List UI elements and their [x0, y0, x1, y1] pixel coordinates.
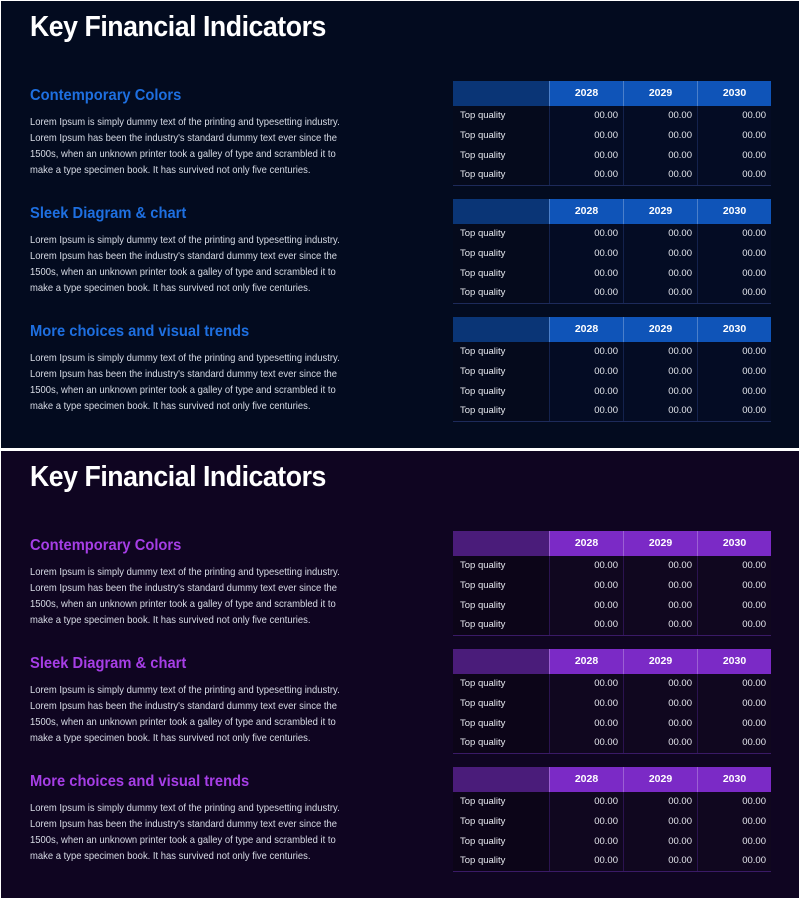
- header-corner: [453, 317, 549, 342]
- section-heading: More choices and visual trends: [30, 773, 250, 790]
- table-row: [453, 401, 771, 421]
- cell-value: 00.00: [549, 714, 623, 734]
- cell-value: 00.00: [549, 126, 623, 146]
- header-corner: [453, 649, 549, 674]
- cell-value: 00.00: [549, 733, 623, 753]
- year-header: 2028: [549, 317, 623, 342]
- year-header: 2029: [623, 199, 697, 224]
- cell-value: 00.00: [549, 342, 623, 362]
- row-label: Top quality: [453, 382, 549, 402]
- cell-value: 00.00: [697, 714, 771, 734]
- year-header: 2030: [697, 199, 771, 224]
- section-heading: Contemporary Colors: [30, 537, 182, 554]
- row-label: Top quality: [453, 812, 549, 832]
- cell-value: 00.00: [697, 146, 771, 166]
- row-label: Top quality: [453, 556, 549, 576]
- header-corner: [453, 81, 549, 106]
- section-body: Lorem Ipsum is simply dummy text of the printing and typesetting industry. Lorem Ipsum has been the industry's standard dummy text ever since the 1500s, when an unknown printer took a galley of type and scrambled it to make a type specimen book. It has survived not only five centuries.: [30, 802, 340, 862]
- row-label: Top quality: [453, 832, 549, 852]
- table-row: [453, 362, 771, 382]
- cell-value: 00.00: [549, 792, 623, 812]
- cell-value: 00.00: [549, 244, 623, 264]
- table-row: [453, 832, 771, 852]
- row-label: Top quality: [453, 733, 549, 753]
- row-label: Top quality: [453, 362, 549, 382]
- table-row: [453, 674, 771, 694]
- table-row: [453, 714, 771, 734]
- row-label: Top quality: [453, 694, 549, 714]
- table-row: [453, 851, 771, 871]
- table-row: [453, 146, 771, 166]
- table-header: [453, 531, 771, 556]
- cell-value: 00.00: [549, 812, 623, 832]
- table-row: [453, 733, 771, 753]
- row-label: Top quality: [453, 283, 549, 303]
- year-header: 2030: [697, 317, 771, 342]
- table-row: [453, 342, 771, 362]
- table-row: [453, 556, 771, 576]
- financial-table: [453, 531, 771, 636]
- row-label: Top quality: [453, 615, 549, 635]
- table-row: [453, 244, 771, 264]
- cell-value: 00.00: [623, 283, 697, 303]
- cell-value: 00.00: [623, 362, 697, 382]
- cell-value: 00.00: [623, 576, 697, 596]
- financial-table: [453, 767, 771, 872]
- year-header: 2028: [549, 767, 623, 792]
- cell-value: 00.00: [697, 401, 771, 421]
- row-label: Top quality: [453, 264, 549, 284]
- row-label: Top quality: [453, 146, 549, 166]
- year-header: 2028: [549, 81, 623, 106]
- cell-value: 00.00: [623, 615, 697, 635]
- cell-value: 00.00: [623, 224, 697, 244]
- section-sleek-diagram: [30, 204, 360, 296]
- cell-value: 00.00: [623, 812, 697, 832]
- cell-value: 00.00: [549, 832, 623, 852]
- cell-value: 00.00: [549, 146, 623, 166]
- cell-value: 00.00: [697, 576, 771, 596]
- table-row: [453, 382, 771, 402]
- financial-table: [453, 81, 771, 186]
- section-body: Lorem Ipsum is simply dummy text of the printing and typesetting industry. Lorem Ipsum has been the industry's standard dummy text ever since the 1500s, when an unknown printer took a galley of type and scrambled it to make a type specimen book. It has survived not only five centuries.: [30, 352, 340, 412]
- cell-value: 00.00: [623, 832, 697, 852]
- row-label: Top quality: [453, 244, 549, 264]
- cell-value: 00.00: [697, 342, 771, 362]
- year-header: 2028: [549, 649, 623, 674]
- cell-value: 00.00: [623, 165, 697, 185]
- cell-value: 00.00: [549, 576, 623, 596]
- cell-value: 00.00: [697, 362, 771, 382]
- year-header: 2030: [697, 531, 771, 556]
- header-corner: [453, 199, 549, 224]
- section-heading: Contemporary Colors: [30, 87, 182, 104]
- table-header: [453, 199, 771, 224]
- cell-value: 00.00: [623, 264, 697, 284]
- cell-value: 00.00: [549, 264, 623, 284]
- cell-value: 00.00: [697, 615, 771, 635]
- slide-title: Key Financial Indicators: [30, 461, 326, 493]
- cell-value: 00.00: [697, 106, 771, 126]
- row-label: Top quality: [453, 851, 549, 871]
- row-label: Top quality: [453, 792, 549, 812]
- cell-value: 00.00: [697, 264, 771, 284]
- cell-value: 00.00: [697, 126, 771, 146]
- financial-table: [453, 199, 771, 304]
- cell-value: 00.00: [549, 283, 623, 303]
- row-label: Top quality: [453, 714, 549, 734]
- cell-value: 00.00: [697, 851, 771, 871]
- table-row: [453, 615, 771, 635]
- cell-value: 00.00: [549, 596, 623, 616]
- year-header: 2029: [623, 531, 697, 556]
- cell-value: 00.00: [549, 674, 623, 694]
- section-heading: Sleek Diagram & chart: [30, 655, 187, 672]
- table-row: [453, 283, 771, 303]
- section-heading: More choices and visual trends: [30, 323, 250, 340]
- table-row: [453, 165, 771, 185]
- cell-value: 00.00: [623, 126, 697, 146]
- year-header: 2029: [623, 649, 697, 674]
- table-row: [453, 126, 771, 146]
- cell-value: 00.00: [623, 382, 697, 402]
- cell-value: 00.00: [697, 244, 771, 264]
- cell-value: 00.00: [623, 556, 697, 576]
- row-label: Top quality: [453, 165, 549, 185]
- cell-value: 00.00: [549, 106, 623, 126]
- cell-value: 00.00: [623, 733, 697, 753]
- cell-value: 00.00: [549, 851, 623, 871]
- section-sleek-diagram: [30, 654, 360, 746]
- cell-value: 00.00: [697, 674, 771, 694]
- cell-value: 00.00: [697, 733, 771, 753]
- section-contemporary-colors: [30, 536, 360, 628]
- row-label: Top quality: [453, 106, 549, 126]
- section-body: Lorem Ipsum is simply dummy text of the printing and typesetting industry. Lorem Ipsum has been the industry's standard dummy text ever since the 1500s, when an unknown printer took a galley of type and scrambled it to make a type specimen book. It has survived not only five centuries.: [30, 566, 340, 626]
- row-label: Top quality: [453, 126, 549, 146]
- year-header: 2029: [623, 317, 697, 342]
- table-header: [453, 81, 771, 106]
- table-row: [453, 224, 771, 244]
- section-body: Lorem Ipsum is simply dummy text of the printing and typesetting industry. Lorem Ipsum has been the industry's standard dummy text ever since the 1500s, when an unknown printer took a galley of type and scrambled it to make a type specimen book. It has survived not only five centuries.: [30, 234, 340, 294]
- cell-value: 00.00: [623, 674, 697, 694]
- cell-value: 00.00: [623, 342, 697, 362]
- financial-table: [453, 317, 771, 422]
- table-header: [453, 649, 771, 674]
- header-corner: [453, 767, 549, 792]
- cell-value: 00.00: [697, 165, 771, 185]
- section-more-choices: [30, 322, 360, 414]
- cell-value: 00.00: [549, 382, 623, 402]
- slide-purple: [1, 451, 799, 898]
- cell-value: 00.00: [697, 832, 771, 852]
- table-row: [453, 576, 771, 596]
- row-label: Top quality: [453, 401, 549, 421]
- cell-value: 00.00: [549, 615, 623, 635]
- cell-value: 00.00: [697, 812, 771, 832]
- year-header: 2030: [697, 767, 771, 792]
- header-corner: [453, 531, 549, 556]
- row-label: Top quality: [453, 596, 549, 616]
- table-row: [453, 264, 771, 284]
- cell-value: 00.00: [623, 714, 697, 734]
- row-label: Top quality: [453, 342, 549, 362]
- financial-table: [453, 649, 771, 754]
- cell-value: 00.00: [549, 694, 623, 714]
- table-row: [453, 792, 771, 812]
- row-label: Top quality: [453, 576, 549, 596]
- cell-value: 00.00: [549, 224, 623, 244]
- cell-value: 00.00: [623, 694, 697, 714]
- section-body: Lorem Ipsum is simply dummy text of the printing and typesetting industry. Lorem Ipsum has been the industry's standard dummy text ever since the 1500s, when an unknown printer took a galley of type and scrambled it to make a type specimen book. It has survived not only five centuries.: [30, 116, 340, 176]
- year-header: 2030: [697, 649, 771, 674]
- table-header: [453, 767, 771, 792]
- cell-value: 00.00: [623, 244, 697, 264]
- slide-blue: [1, 1, 799, 448]
- cell-value: 00.00: [697, 382, 771, 402]
- year-header: 2029: [623, 81, 697, 106]
- table-row: [453, 812, 771, 832]
- year-header: 2028: [549, 531, 623, 556]
- cell-value: 00.00: [623, 106, 697, 126]
- table-row: [453, 694, 771, 714]
- cell-value: 00.00: [623, 792, 697, 812]
- row-label: Top quality: [453, 674, 549, 694]
- cell-value: 00.00: [623, 401, 697, 421]
- row-label: Top quality: [453, 224, 549, 244]
- table-header: [453, 317, 771, 342]
- slide-title: Key Financial Indicators: [30, 11, 326, 43]
- cell-value: 00.00: [697, 596, 771, 616]
- cell-value: 00.00: [697, 792, 771, 812]
- cell-value: 00.00: [549, 401, 623, 421]
- cell-value: 00.00: [549, 165, 623, 185]
- year-header: 2029: [623, 767, 697, 792]
- cell-value: 00.00: [697, 224, 771, 244]
- cell-value: 00.00: [549, 556, 623, 576]
- section-more-choices: [30, 772, 360, 864]
- cell-value: 00.00: [697, 283, 771, 303]
- cell-value: 00.00: [623, 146, 697, 166]
- cell-value: 00.00: [549, 362, 623, 382]
- cell-value: 00.00: [623, 596, 697, 616]
- section-heading: Sleek Diagram & chart: [30, 205, 187, 222]
- cell-value: 00.00: [697, 556, 771, 576]
- cell-value: 00.00: [697, 694, 771, 714]
- section-contemporary-colors: [30, 86, 360, 178]
- year-header: 2030: [697, 81, 771, 106]
- cell-value: 00.00: [623, 851, 697, 871]
- table-row: [453, 596, 771, 616]
- table-row: [453, 106, 771, 126]
- year-header: 2028: [549, 199, 623, 224]
- section-body: Lorem Ipsum is simply dummy text of the printing and typesetting industry. Lorem Ipsum has been the industry's standard dummy text ever since the 1500s, when an unknown printer took a galley of type and scrambled it to make a type specimen book. It has survived not only five centuries.: [30, 684, 340, 744]
